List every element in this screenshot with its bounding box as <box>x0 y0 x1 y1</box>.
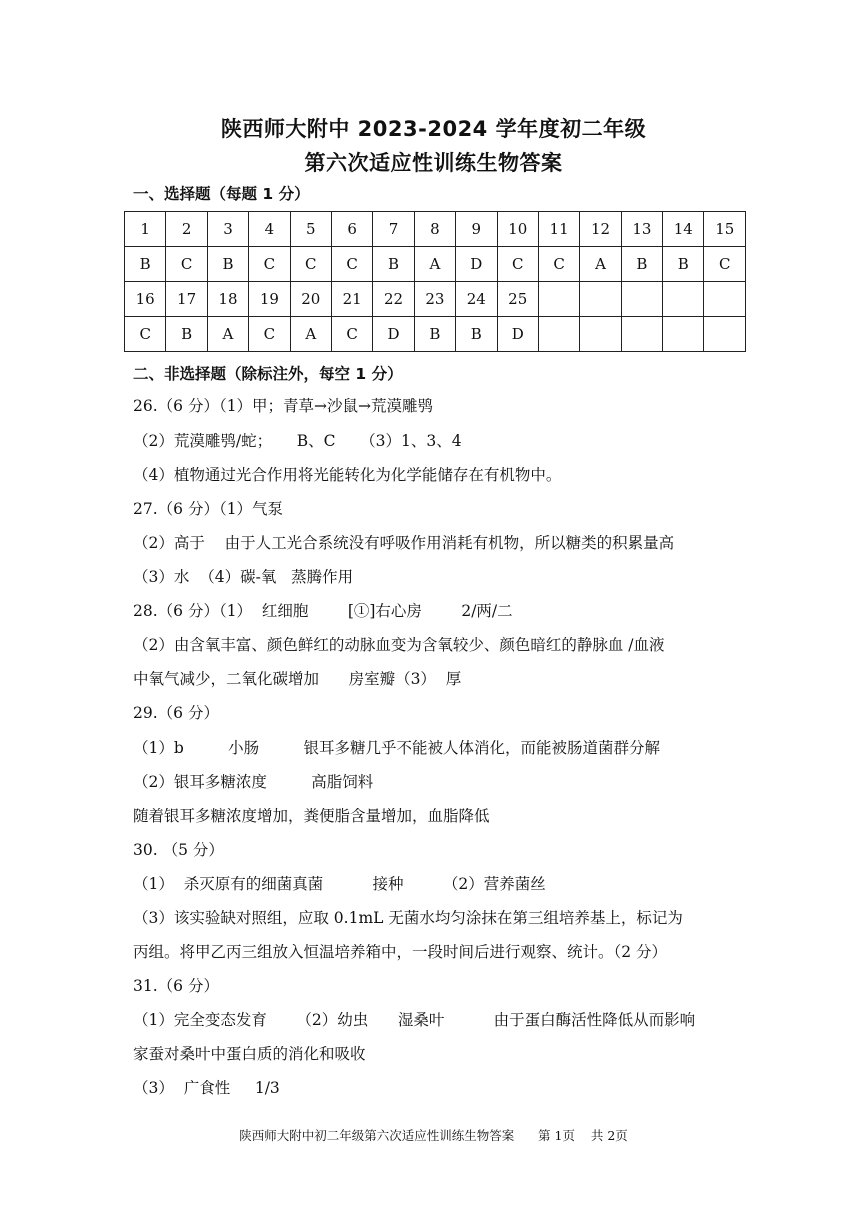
table-cell: 12 <box>580 212 621 247</box>
answer-line: （2）荒漠雕鸮/蛇； B、C （3）1、3、4 <box>133 432 462 450</box>
table-cell: B <box>166 317 207 352</box>
table-cell: 19 <box>249 282 290 317</box>
table-row <box>125 317 746 352</box>
table-cell: B <box>125 247 166 282</box>
table-row <box>125 212 746 247</box>
answer-line: （2）银耳多糖浓度 高脂饲料 <box>133 773 374 791</box>
section-heading-choice: 一、选择题（每题 1 分） <box>133 185 310 203</box>
table-cell: 11 <box>538 212 579 247</box>
table-cell: C <box>249 247 290 282</box>
answer-line: 家蚕对桑叶中蛋白质的消化和吸收 <box>133 1045 366 1063</box>
answer-line: 随着银耳多糖浓度增加，粪便脂含量增加，血脂降低 <box>133 807 490 825</box>
table-cell: 21 <box>331 282 372 317</box>
table-cell: 17 <box>166 282 207 317</box>
table-cell: 7 <box>373 212 414 247</box>
table-cell <box>621 317 662 352</box>
answer-line: 27.（6 分）（1）气泵 <box>133 500 284 518</box>
table-cell: 2 <box>166 212 207 247</box>
table-cell: B <box>207 247 248 282</box>
table-cell: C <box>125 317 166 352</box>
answer-line: （1）b 小肠 银耳多糖几乎不能被人体消化，而能被肠道菌群分解 <box>133 739 660 757</box>
table-cell: C <box>497 247 538 282</box>
answer-line: 29.（6 分） <box>133 704 219 722</box>
table-cell <box>663 282 704 317</box>
table-cell: 18 <box>207 282 248 317</box>
table-cell: 1 <box>125 212 166 247</box>
page-subtitle: 第六次适应性训练生物答案 <box>304 151 563 175</box>
page-title: 陕西师大附中 2023-2024 学年度初二年级 <box>220 117 647 141</box>
table-cell: A <box>290 317 331 352</box>
answer-line: （4）植物通过光合作用将光能转化为化学能储存在有机物中。 <box>133 466 562 484</box>
table-cell: 13 <box>621 212 662 247</box>
table-cell: A <box>414 247 455 282</box>
table-cell: 9 <box>456 212 497 247</box>
table-cell: 20 <box>290 282 331 317</box>
answer-line: （3） 广食性 1/3 <box>133 1079 280 1097</box>
table-cell: 3 <box>207 212 248 247</box>
answer-line: 31.（6 分） <box>133 977 219 995</box>
table-cell: 16 <box>125 282 166 317</box>
answer-line: （3）该实验缺对照组，应取 0.1mL 无菌水均匀涂抹在第三组培养基上，标记为 <box>133 909 683 927</box>
table-cell: 8 <box>414 212 455 247</box>
answer-line: （3）水 （4）碳-氧 蒸腾作用 <box>133 568 354 586</box>
table-cell <box>538 317 579 352</box>
table-cell: D <box>456 247 497 282</box>
table-cell: B <box>414 317 455 352</box>
table-cell: 14 <box>663 212 704 247</box>
table-cell: 24 <box>456 282 497 317</box>
table-cell: C <box>538 247 579 282</box>
table-cell: C <box>249 317 290 352</box>
table-cell: B <box>621 247 662 282</box>
answer-line: 30. （5 分） <box>133 841 224 859</box>
answer-line: 26.（6 分）（1）甲；青草→沙鼠→荒漠雕鸮 <box>133 397 434 415</box>
answer-line: （1）完全变态发育 （2）幼虫 湿桑叶 由于蛋白酶活性降低从而影响 <box>133 1011 696 1029</box>
table-cell: C <box>704 247 746 282</box>
table-cell: B <box>373 247 414 282</box>
table-cell: 10 <box>497 212 538 247</box>
table-cell: C <box>331 317 372 352</box>
page-footer: 陕西师大附中初二年级第六次适应性训练生物答案 第 1页 共 2页 <box>239 1128 628 1143</box>
table-cell <box>538 282 579 317</box>
table-cell: 15 <box>704 212 746 247</box>
table-cell: C <box>331 247 372 282</box>
table-cell <box>580 317 621 352</box>
answer-line: 28.（6 分）（1） 红细胞 [①]右心房 2/两/二 <box>133 602 513 620</box>
answer-line: （2）高于 由于人工光合系统没有呼吸作用消耗有机物，所以糖类的积累量高 <box>133 534 675 552</box>
table-cell: D <box>373 317 414 352</box>
table-cell: C <box>290 247 331 282</box>
table-cell <box>663 317 704 352</box>
table-cell: 5 <box>290 212 331 247</box>
section-heading-nonchoice: 二、非选择题（除标注外，每空 1 分） <box>133 365 403 383</box>
answer-table <box>124 211 746 352</box>
table-cell: B <box>663 247 704 282</box>
table-cell: 23 <box>414 282 455 317</box>
table-row <box>125 247 746 282</box>
table-cell: B <box>456 317 497 352</box>
table-cell <box>621 282 662 317</box>
answer-line: （2）由含氧丰富、颜色鲜红的动脉血变为含氧较少、颜色暗红的静脉血 /血液 <box>133 636 665 654</box>
table-cell <box>704 282 746 317</box>
table-cell: A <box>580 247 621 282</box>
answer-line: 中氧气减少，二氧化碳增加 房室瓣（3） 厚 <box>133 670 462 688</box>
table-cell: 6 <box>331 212 372 247</box>
answer-line: （1） 杀灭原有的细菌真菌 接种 （2）营养菌丝 <box>133 875 546 893</box>
table-cell: A <box>207 317 248 352</box>
answer-line: 丙组。将甲乙丙三组放入恒温培养箱中，一段时间后进行观察、统计。（2 分） <box>133 943 668 961</box>
table-cell <box>704 317 746 352</box>
table-cell: 4 <box>249 212 290 247</box>
table-cell <box>580 282 621 317</box>
table-row <box>125 282 746 317</box>
table-cell: 25 <box>497 282 538 317</box>
table-cell: 22 <box>373 282 414 317</box>
table-cell: C <box>166 247 207 282</box>
table-cell: D <box>497 317 538 352</box>
